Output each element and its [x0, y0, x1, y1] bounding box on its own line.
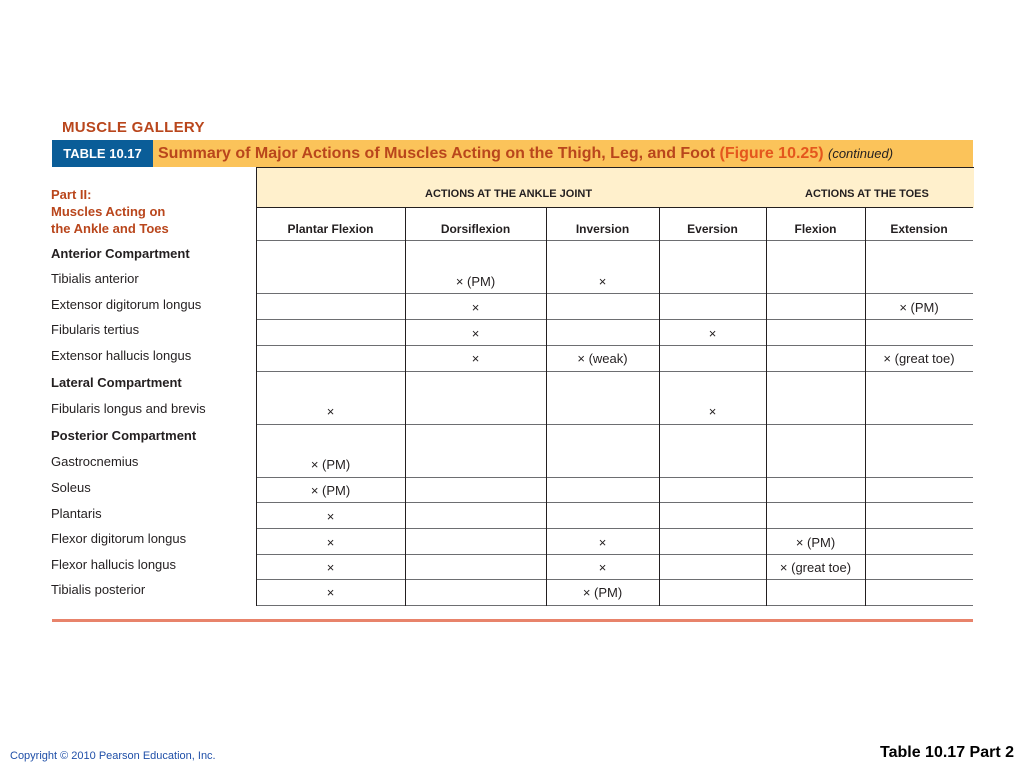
row-label-flexor-hallucis-longus: Flexor hallucis longus: [51, 557, 177, 572]
column-header-eversion: Eversion: [687, 222, 738, 236]
row-label-tibialis-anterior: Tibialis anterior: [51, 271, 139, 286]
section-posterior: Posterior Compartment: [51, 428, 197, 443]
cell-fibularis-longus-and-brevis-plantar-flexion: ×: [326, 404, 335, 419]
cell-extensor-hallucis-longus-dorsiflexion: ×: [471, 351, 480, 366]
cell-extensor-digitorum-longus-extension: × (PM): [899, 300, 939, 315]
cell-flexor-hallucis-longus-flexion: × (great toe): [779, 560, 852, 575]
part-label-text: Part II: Muscles Acting on the Ankle and Toes: [51, 187, 169, 236]
table-number-badge: TABLE 10.17: [52, 140, 153, 167]
table-rule-v: [256, 167, 257, 606]
cell-tibialis-anterior-inversion: ×: [598, 274, 607, 289]
row-label-flexor-digitorum-longus: Flexor digitorum longus: [51, 531, 187, 546]
cell-plantaris-plantar-flexion: ×: [326, 509, 335, 524]
part-label: [51, 186, 241, 237]
cell-flexor-hallucis-longus-inversion: ×: [598, 560, 607, 575]
column-header-dorsiflexion: Dorsiflexion: [440, 222, 511, 236]
cell-fibularis-longus-and-brevis-eversion: ×: [708, 404, 717, 419]
row-label-gastrocnemius: Gastrocnemius: [51, 454, 139, 469]
cell-flexor-digitorum-longus-inversion: ×: [598, 535, 607, 550]
table-rule-v: [546, 207, 547, 606]
figure-reference: (Figure 10.25): [719, 145, 824, 162]
row-label-plantaris: Plantaris: [51, 506, 102, 521]
cell-gastrocnemius-plantar-flexion: × (PM): [310, 457, 351, 472]
cell-tibialis-posterior-inversion: × (PM): [582, 585, 623, 600]
column-header-flexion: Flexion: [794, 222, 837, 236]
row-label-extensor-digitorum-longus: Extensor digitorum longus: [51, 297, 202, 312]
continued-label: (continued): [828, 146, 894, 161]
cell-flexor-digitorum-longus-plantar-flexion: ×: [326, 535, 335, 550]
cell-extensor-hallucis-longus-extension: × (great toe): [883, 351, 955, 366]
gallery-label: MUSCLE GALLERY: [62, 119, 205, 136]
cell-soleus-plantar-flexion: × (PM): [310, 483, 351, 498]
cell-flexor-hallucis-longus-plantar-flexion: ×: [326, 560, 335, 575]
ankle-group-header: ACTIONS AT THE ANKLE JOINT: [425, 188, 593, 200]
cell-extensor-hallucis-longus-inversion: × (weak): [577, 351, 628, 366]
section-anterior: Anterior Compartment: [51, 246, 190, 261]
table-title: [158, 140, 893, 167]
table-rule-v: [405, 207, 406, 606]
row-label-soleus: Soleus: [51, 480, 91, 495]
section-lateral: Lateral Compartment: [51, 375, 182, 390]
column-header-inversion: Inversion: [575, 222, 630, 236]
table-title-text: Summary of Major Actions of Muscles Acting on the Thigh, Leg, and Foot: [158, 145, 716, 162]
toes-group-header: ACTIONS AT THE TOES: [805, 188, 929, 200]
column-header-plantar-flexion: Plantar Flexion: [287, 222, 374, 236]
row-label-fibularis-tertius: Fibularis tertius: [51, 322, 140, 337]
row-label-fibularis-longus-and-brevis: Fibularis longus and brevis: [51, 401, 206, 416]
table-title-bar: [52, 140, 973, 167]
copyright-text: Copyright © 2010 Pearson Education, Inc.: [10, 750, 216, 762]
table-rule-v: [766, 207, 767, 606]
cell-fibularis-tertius-dorsiflexion: ×: [471, 326, 480, 341]
cell-fibularis-tertius-eversion: ×: [708, 326, 717, 341]
cell-tibialis-anterior-dorsiflexion: × (PM): [455, 274, 496, 289]
column-header-extension: Extension: [890, 222, 948, 236]
cell-tibialis-posterior-plantar-flexion: ×: [326, 585, 335, 600]
cell-flexor-digitorum-longus-flexion: × (PM): [795, 535, 836, 550]
row-label-extensor-hallucis-longus: Extensor hallucis longus: [51, 348, 192, 363]
table-rule-v: [659, 207, 660, 606]
table-bottom-rule: [52, 619, 973, 622]
table-rule-v: [865, 207, 866, 606]
cell-extensor-digitorum-longus-dorsiflexion: ×: [471, 300, 480, 315]
row-label-tibialis-posterior: Tibialis posterior: [51, 582, 146, 597]
slide-label: Table 10.17 Part 2: [880, 744, 1014, 761]
